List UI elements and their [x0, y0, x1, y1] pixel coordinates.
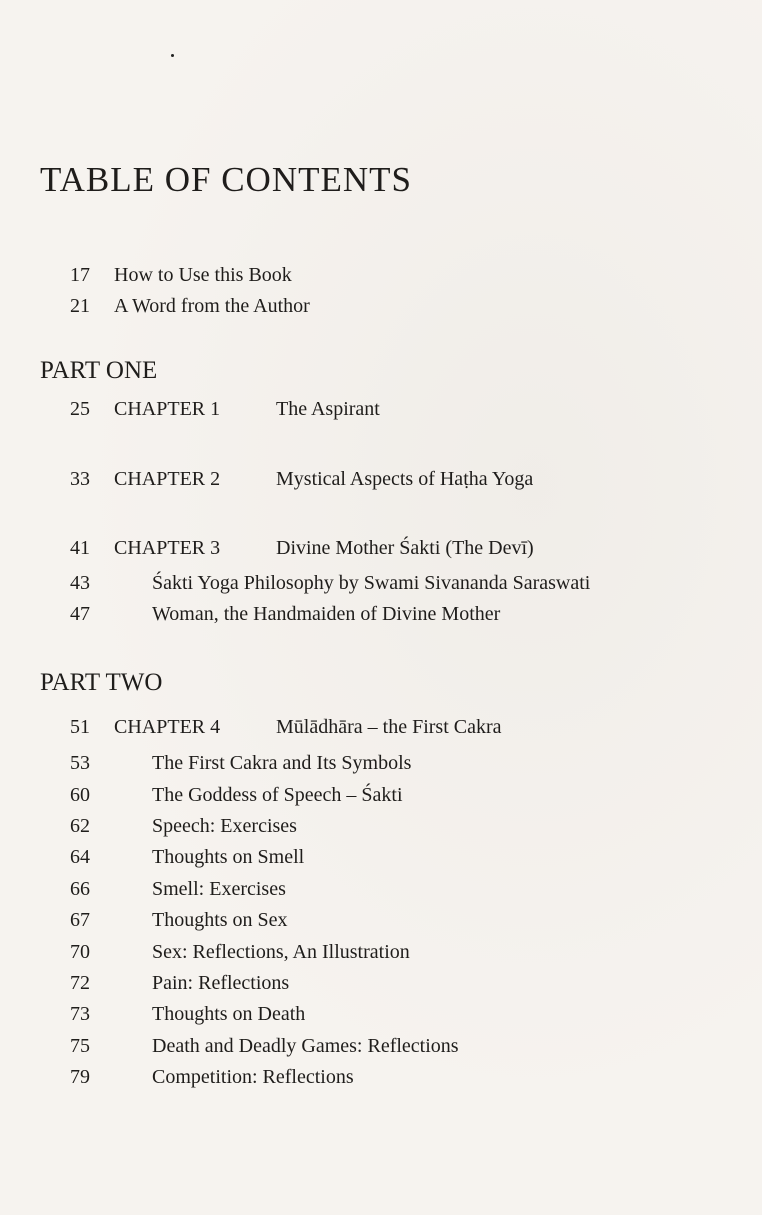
section-title: The First Cakra and Its Symbols — [152, 752, 412, 774]
page-number: 53 — [70, 752, 90, 774]
page-number: 64 — [70, 846, 90, 868]
part-heading: PART ONE — [40, 357, 158, 384]
chapter-title: The Aspirant — [276, 398, 380, 420]
section-title: Thoughts on Sex — [152, 909, 288, 931]
section-title: Śakti Yoga Philosophy by Swami Sivananda Saraswati — [152, 572, 591, 594]
section-title: Smell: Exercises — [152, 878, 286, 900]
section-title: The Goddess of Speech – Śakti — [152, 784, 403, 806]
section-title: Thoughts on Death — [152, 1003, 306, 1025]
page-number: 79 — [70, 1066, 90, 1088]
page-number: 47 — [70, 603, 90, 625]
section-title: Sex: Reflections, An Illustration — [152, 941, 410, 963]
section-title: Woman, the Handmaiden of Divine Mother — [152, 603, 501, 625]
chapter-title: Divine Mother Śakti (The Devī) — [276, 537, 534, 559]
section-title: Speech: Exercises — [152, 815, 297, 837]
page-number: 51 — [70, 716, 90, 738]
chapter-label: CHAPTER 2 — [114, 468, 221, 490]
entry-title: How to Use this Book — [114, 264, 292, 286]
chapter-title: Mystical Aspects of Haṭha Yoga — [276, 468, 534, 490]
page-number: 73 — [70, 1003, 90, 1025]
chapter-label: CHAPTER 1 — [114, 398, 221, 420]
chapter-label: CHAPTER 4 — [114, 716, 221, 738]
page-number: 62 — [70, 815, 90, 837]
page-number: 25 — [70, 398, 90, 420]
ink-speck — [171, 54, 174, 57]
page-number: 17 — [70, 264, 90, 286]
section-title: Thoughts on Smell — [152, 846, 305, 868]
page-title: TABLE OF CONTENTS — [40, 160, 412, 199]
page-number: 70 — [70, 941, 90, 963]
page-number: 33 — [70, 468, 90, 490]
part-heading: PART TWO — [40, 669, 163, 696]
page-number: 67 — [70, 909, 90, 931]
page-number: 21 — [70, 295, 90, 317]
entry-title: A Word from the Author — [114, 295, 310, 317]
section-title: Pain: Reflections — [152, 972, 290, 994]
page-number: 75 — [70, 1035, 90, 1057]
page-number: 66 — [70, 878, 90, 900]
page-number: 41 — [70, 537, 90, 559]
page-number: 72 — [70, 972, 90, 994]
chapter-title: Mūlādhāra – the First Cakra — [276, 716, 502, 738]
section-title: Death and Deadly Games: Reflections — [152, 1035, 459, 1057]
chapter-label: CHAPTER 3 — [114, 537, 221, 559]
page-number: 43 — [70, 572, 90, 594]
page-number: 60 — [70, 784, 90, 806]
section-title: Competition: Reflections — [152, 1066, 354, 1088]
